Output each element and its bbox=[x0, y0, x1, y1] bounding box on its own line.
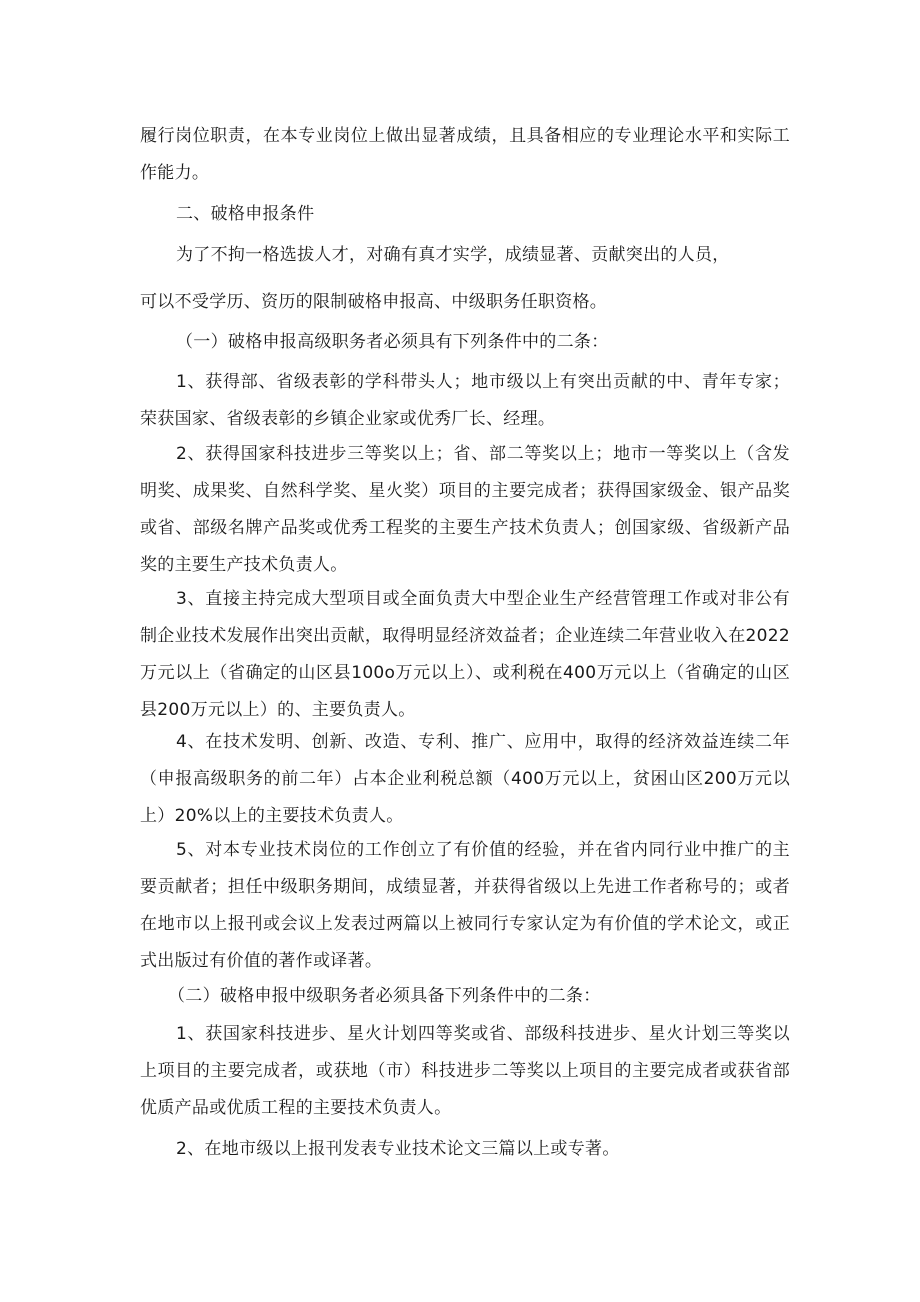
list-item: 2、获得国家科技进步三等奖以上；省、部二等奖以上；地市一等奖以上（含发明奖、成果奖、自然科学奖、星火奖）项目的主要完成者；获得国家级金、银产品奖或省、部级名牌产品奖或优秀工程奖的主要生产技术负责人；创国家级、省级新产品奖的主要生产技术负责人。 bbox=[140, 444, 790, 575]
list-item: 5、对本专业技术岗位的工作创立了有价值的经验，并在省内同行业中推广的主要贡献者；担任中级职务期间，成绩显著，并获得省级以上先进工作者称号的；或者在地市以上报刊或会议上发表过两篇以上被同行专家认定为有价值的学术论文，或正式出版过有价值的著作或译著。 bbox=[140, 840, 790, 971]
senior-item-5-block bbox=[140, 832, 790, 980]
list-item: 1、获得部、省级表彰的学科带头人；地市级以上有突出贡献的中、青年专家；荣获国家、省级表彰的乡镇企业家或优秀厂长、经理。 bbox=[140, 372, 790, 429]
section-heading: 二、破格申报条件 bbox=[176, 204, 315, 224]
body-text bbox=[140, 118, 790, 192]
list-item: 4、在技术发明、创新、改造、专利、推广、应用中，取得的经济效益连续二年（申报高级职务的前二年）占本企业利税总额（400万元以上，贫困山区200万元以上）20%以上的主要技术负责人。 bbox=[140, 732, 790, 826]
list-item: 3、直接主持完成大型项目或全面负责大中型企业生产经营管理工作或对非公有制企业技术发展作出突出贡献，取得明显经济效益者；企业连续二年营业收入在2022万元以上（省确定的山区县100o万元以上）、或利税在400万元以上（省确定的山区县200万元以上）的、主要负责人。 bbox=[140, 589, 790, 720]
subsection-heading: （二）破格申报中级职务者必须具备下列条件中的二条： bbox=[168, 986, 601, 1006]
section-heading-block bbox=[140, 196, 790, 233]
list-item: 1、获国家科技进步、星火计划四等奖或省、部级科技进步、星火计划三等奖以上项目的主要完成者，或获地（市）科技进步二等奖以上项目的主要完成者或获省部优质产品或优质工程的主要技术负责人。 bbox=[140, 1024, 790, 1118]
senior-item-3-block bbox=[140, 581, 790, 729]
paragraph-continuation: 履行岗位职责，在本专业岗位上做出显著成绩，且具备相应的专业理论水平和实际工作能力。 bbox=[140, 126, 790, 183]
list-item: 2、在地市级以上报刊发表专业技术论文三篇以上或专著。 bbox=[176, 1139, 620, 1159]
intro-line-2: 可以不受学历、资历的限制破格申报高、中级职务任职资格。 bbox=[140, 292, 608, 312]
senior-items bbox=[140, 364, 790, 438]
intermediate-item-1-block bbox=[140, 1016, 790, 1127]
senior-item-4-block bbox=[140, 724, 790, 835]
subsection-senior bbox=[140, 324, 790, 361]
intro-line-1: 为了不拘一格选拔人才，对确有真才实学，成绩显著、贡献突出的人员， bbox=[176, 245, 730, 265]
subsection-heading: （一）破格申报高级职务者必须具有下列条件中的二条： bbox=[176, 332, 609, 352]
intro-block bbox=[140, 237, 790, 274]
subsection-intermediate bbox=[140, 978, 790, 1015]
intermediate-item-2-block bbox=[140, 1131, 790, 1168]
senior-item-2-block bbox=[140, 436, 790, 584]
intro-block-2 bbox=[140, 284, 790, 321]
